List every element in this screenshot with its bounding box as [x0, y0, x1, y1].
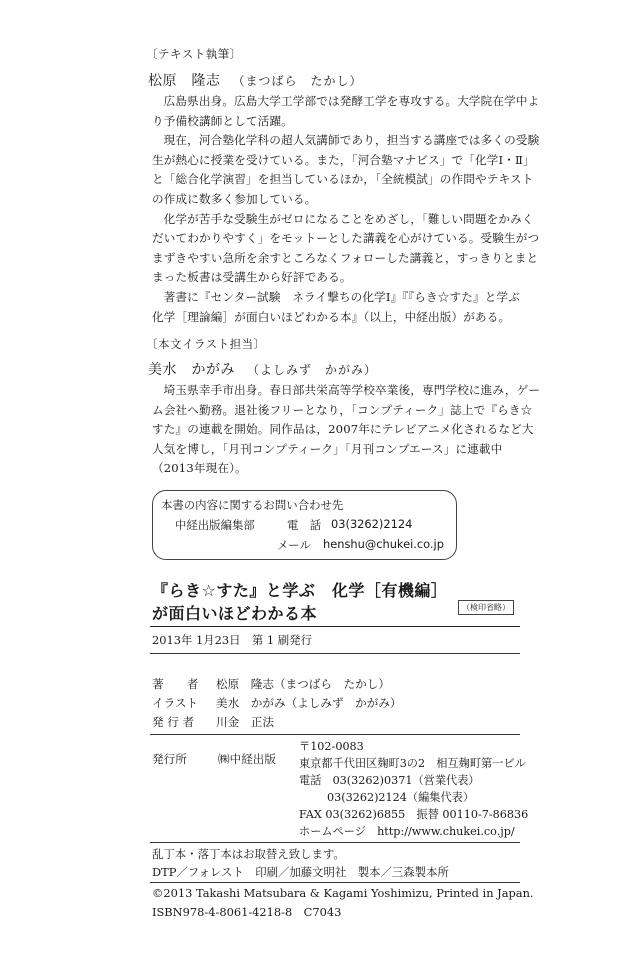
illustrator-bio	[152, 381, 542, 479]
seal-note: （検印省略）	[458, 600, 514, 615]
author-bio-paragraph: 著書に『センター試験 ネライ撃ちの化学Ⅰ』『『らき☆すた』と学ぶ 化学［理論編］が面白いほどわかる本』（以上，中経出版）がある。	[152, 289, 532, 324]
publisher-name: ㈱中経出版	[218, 752, 276, 766]
book-title-line2: が面白いほどわかる本	[152, 604, 318, 623]
credit-role: イラスト	[152, 696, 199, 710]
author-section-heading: 〔テキスト執筆〕	[146, 47, 242, 61]
divider	[150, 882, 520, 883]
credit-name: 松原 隆志（まつばら たかし）	[216, 677, 390, 691]
issue-date: 2013年 1月23日 第 1 刷発行	[152, 633, 312, 647]
divider	[150, 842, 520, 843]
contact-phone-label: 電 話	[287, 518, 322, 532]
production-credits: DTP／フォレスト 印刷／加藤文明社 製本／三森製本所	[152, 865, 449, 879]
copyright: ©2013 Takashi Matsubara & Kagami Yoshimizu, Printed in Japan.	[152, 886, 534, 900]
illustrator-section-heading: 〔本文イラスト担当〕	[146, 337, 266, 351]
author-bio-paragraph: 広島県出身。広島大学工学部では発酵工学を専攻する。大学院在学中より予備校講師として活躍。	[152, 94, 540, 128]
credit-name: 美水 かがみ（よしみず かがみ）	[216, 696, 402, 710]
book-title-line1: 『らき☆すた』と学ぶ 化学［有機編］	[152, 581, 448, 600]
author-name-text: 松原 隆志	[148, 73, 221, 89]
isbn: ISBN978-4-8061-4218-8 C7043	[152, 905, 342, 919]
contact-dept: 中経出版編集部	[175, 518, 255, 532]
publisher-postal: 〒102-0083	[299, 740, 364, 753]
credit-row-author	[152, 676, 390, 692]
illustrator-bio-paragraph: 埼玉県幸手市出身。春日部共栄高等学校卒業後，専門学校に進み，ゲーム会社へ勤務。退社後フリーとなり，「コンプティーク」誌上で『らき☆すた』の連載を開始。同作品は，2007年にテレビアニメ化されるなど大人気を博し，「月刊コンプティーク」「月刊コンプエース」に連載中（2013年現在）。	[152, 383, 541, 476]
illustrator-name-text: 美水 かがみ	[148, 362, 235, 378]
author-name	[148, 70, 363, 90]
contact-box	[152, 490, 457, 560]
contact-title: 本書の内容に関するお問い合わせ先	[161, 498, 344, 512]
replacement-notice: 乱丁本・落丁本はお取替え致します。	[152, 847, 345, 861]
credit-role: 発 行 者	[152, 715, 195, 729]
divider	[150, 734, 520, 735]
publisher-homepage: ホームページ http://www.chukei.co.jp/	[299, 825, 515, 838]
contact-mail-label: メール	[277, 538, 311, 552]
author-bio-paragraph: 現在，河合塾化学科の超人気講師であり，担当する講座では多くの受験生が熱心に授業を受けている。また，「河合塾マナビス」で「化学Ⅰ・Ⅱ」と「総合化学演習」を担当しているほか，「全統模試」の作問やテキストの作成に数多く参加している。	[152, 133, 540, 206]
illustrator-name	[148, 359, 377, 379]
publisher-label: 発行所	[152, 752, 187, 766]
publisher-address: 東京都千代田区麹町3の2 相互麹町第一ビル	[299, 757, 526, 770]
author-bio-paragraph: 化学が苦手な受験生がゼロになることをめざし，「難しい問題をかみくだいてわかりやすく」をモットーとした講義を心がけている。受験生がつまずきやすい急所を余すところなくフォローした講義と，すっきりとまとまった板書は受講生から好評である。	[152, 211, 540, 285]
publisher-phone-edit: 03(3262)2124（編集代表）	[327, 791, 475, 804]
divider	[150, 653, 520, 654]
publisher-phone-sales: 電話 03(3262)0371（営業代表）	[299, 774, 480, 787]
illustrator-name-reading: （よしみず かがみ）	[247, 363, 378, 377]
divider	[150, 626, 520, 627]
credit-role: 著 者	[152, 677, 199, 691]
credit-name: 川金 正法	[216, 715, 274, 729]
credit-row-illustrator	[152, 695, 402, 711]
contact-mail: henshu@chukei.co.jp	[323, 537, 444, 551]
author-bio	[152, 92, 542, 327]
credit-row-publisher	[152, 714, 274, 730]
publisher-fax: FAX 03(3262)6855 振替 00110-7-86836	[299, 808, 529, 821]
contact-phone: 03(3262)2124	[331, 517, 413, 531]
author-name-reading: （まつばら たかし）	[232, 74, 363, 88]
